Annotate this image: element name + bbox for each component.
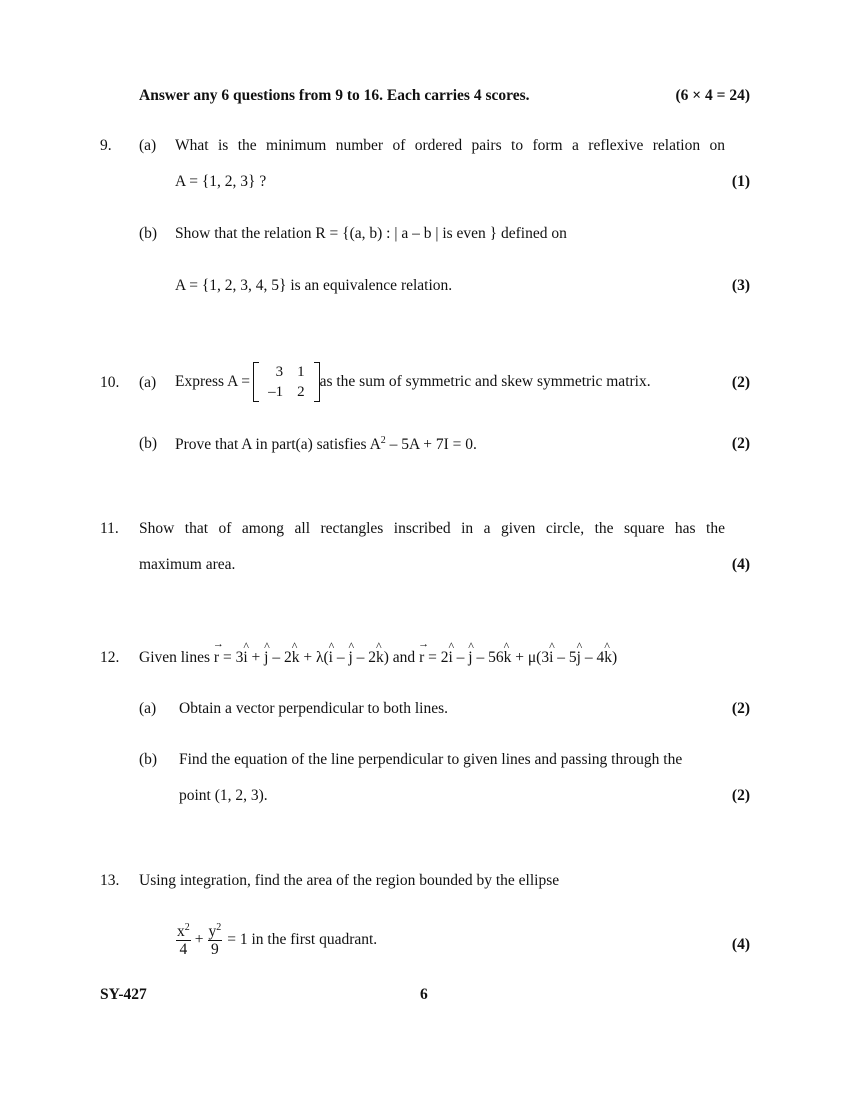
question-13-tail: = 1 in the first quadrant. bbox=[227, 931, 378, 949]
page-number: 6 bbox=[420, 986, 428, 1003]
matrix-cell: 2 bbox=[297, 384, 305, 400]
question-10a-text bbox=[175, 360, 651, 404]
question-9-number: 9. bbox=[100, 137, 112, 154]
matrix-a bbox=[253, 362, 320, 402]
question-12-connector: and bbox=[392, 649, 416, 666]
question-11-text: Show that of among all rectangles inscribed in a given circle, the square has the bbox=[139, 520, 725, 537]
question-9b-label: (b) bbox=[139, 225, 158, 242]
matrix-cell: 1 bbox=[297, 364, 305, 380]
question-9a-label: (a) bbox=[139, 137, 157, 154]
exponent: 2 bbox=[380, 435, 386, 446]
question-12-lines: Given lines → r = 3^ i + ^ j – 2^ k + λ(^ i – ^ j – 2^ k) and → r = 2^ i – ^ j – 56^ k + μ(3^ i – 5^ j – 4^ k) bbox=[139, 649, 617, 667]
paper-code: SY-427 bbox=[100, 986, 147, 1003]
question-13-text: Using integration, find the area of the region bounded by the ellipse bbox=[139, 872, 560, 889]
question-12b-label: (b) bbox=[139, 751, 158, 768]
question-9b-text: Show that the relation R = {(a, b) : | a – b | is even } defined on bbox=[175, 225, 567, 242]
question-13-score: (4) bbox=[731, 936, 750, 953]
matrix-cell: 3 bbox=[275, 364, 284, 380]
question-10a-score: (2) bbox=[731, 374, 750, 391]
question-10b-label: (b) bbox=[139, 435, 158, 452]
question-9a-text-cont: A = {1, 2, 3} ? bbox=[175, 173, 267, 190]
question-10a-label: (a) bbox=[139, 374, 157, 391]
section-instruction: Answer any 6 questions from 9 to 16. Each carries 4 scores. bbox=[139, 87, 530, 104]
ellipse-equation: $\frac{x^2}{4}$ + $\frac{y^2}{9}$ = 1 in the first quadrant. bbox=[177, 922, 378, 959]
question-9b-score: (3) bbox=[731, 277, 750, 294]
question-12a-label: (a) bbox=[139, 700, 157, 717]
question-10b-text bbox=[175, 435, 477, 454]
section-marks: (6 × 4 = 24) bbox=[675, 87, 750, 104]
question-9b-text-cont: A = {1, 2, 3, 4, 5} is an equivalence relation. bbox=[175, 277, 453, 294]
question-11-number: 11. bbox=[100, 520, 119, 537]
question-12b-text: Find the equation of the line perpendicular to given lines and passing through the bbox=[179, 751, 683, 768]
question-10-number: 10. bbox=[100, 374, 120, 391]
question-12-number: 12. bbox=[100, 649, 120, 666]
question-12-intro: Given lines bbox=[139, 649, 211, 666]
question-13-number: 13. bbox=[100, 872, 120, 889]
question-10a-prefix: Express A = bbox=[175, 373, 251, 390]
question-12a-text: Obtain a vector perpendicular to both lines. bbox=[179, 700, 449, 717]
question-9a-text: What is the minimum number of ordered pairs to form a reflexive relation on bbox=[175, 137, 725, 154]
question-12b-text-cont: point (1, 2, 3). bbox=[179, 787, 268, 804]
question-11-score: (4) bbox=[731, 556, 750, 573]
question-10a-suffix: as the sum of symmetric and skew symmetric matrix. bbox=[319, 373, 651, 390]
question-12b-score: (2) bbox=[731, 787, 750, 804]
question-10b-text-start: Prove that A in part(a) satisfies A bbox=[175, 436, 381, 454]
question-10b-text-end: – 5A + 7I = 0. bbox=[385, 436, 477, 454]
question-11-text-cont: maximum area. bbox=[139, 556, 236, 573]
question-9a-score: (1) bbox=[731, 173, 750, 190]
question-12a-score: (2) bbox=[731, 700, 750, 717]
matrix-cell: –1 bbox=[268, 384, 284, 400]
question-10b-score: (2) bbox=[731, 435, 750, 452]
